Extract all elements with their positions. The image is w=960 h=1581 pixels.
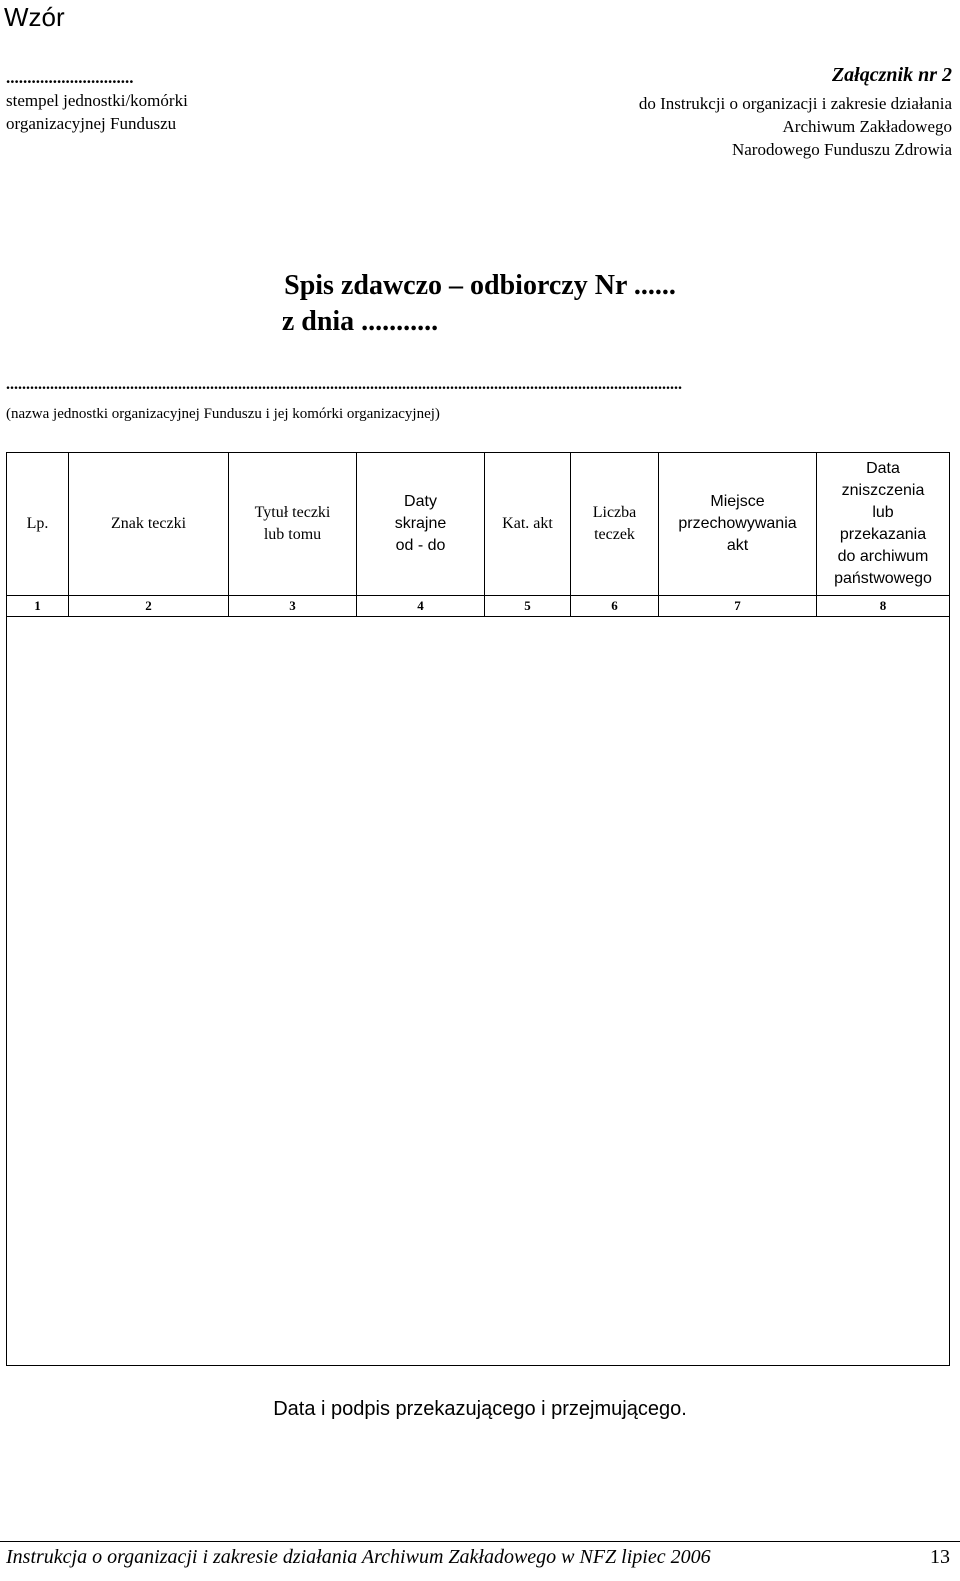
attachment-header — [639, 62, 952, 161]
stamp-label-line1: stempel jednostki/komórki — [6, 91, 188, 110]
unit-name-dots: ......................................................................................................................................................................... — [6, 376, 682, 393]
col-header-liczba: Liczba teczek — [571, 453, 659, 596]
col-number: 3 — [229, 596, 357, 617]
footer-divider — [0, 1541, 960, 1542]
col-header-kat: Kat. akt — [485, 453, 571, 596]
col-number: 7 — [659, 596, 817, 617]
col-header-tytul: Tytuł teczki lub tomu — [229, 453, 357, 596]
inventory-table — [6, 452, 950, 1366]
table-header-row — [7, 453, 950, 596]
empty-entry-area — [7, 617, 950, 1366]
col-number: 5 — [485, 596, 571, 617]
page-number: 13 — [930, 1546, 950, 1568]
attachment-line1: do Instrukcji o organizacji i zakresie działania — [638, 94, 952, 113]
stamp-label-line2: organizacyjnej Funduszu — [6, 114, 177, 133]
attachment-line3: Narodowego Funduszu Zdrowia — [731, 140, 952, 159]
document-date: z dnia ........... — [281, 306, 439, 337]
unit-name-note: (nazwa jednostki organizacyjnej Funduszu i jej komórki organizacyjnej) — [6, 406, 440, 422]
attachment-line2: Archiwum Zakładowego — [782, 117, 952, 136]
stamp-dots: .............................. — [6, 68, 134, 87]
col-header-data-zniszczenia: Data zniszczenia lub przekazania do archiwum państwowego — [817, 453, 950, 596]
document-title: Spis zdawczo – odbiorczy Nr ...... — [284, 270, 676, 301]
col-number: 6 — [571, 596, 659, 617]
col-number: 2 — [69, 596, 229, 617]
attachment-title: Załącznik nr 2 — [831, 64, 952, 86]
col-header-znak: Znak teczki — [69, 453, 229, 596]
page-footer: Instrukcja o organizacji i zakresie działania Archiwum Zakładowego w NFZ lipiec 2006 — [6, 1546, 711, 1568]
col-header-miejsce: Miejsce przechowywania akt — [659, 453, 817, 596]
col-header-lp: Lp. — [7, 453, 69, 596]
empty-body-cell — [7, 617, 950, 1366]
signature-line: Data i podpis przekazującego i przejmującego. — [273, 1398, 687, 1420]
template-label: Wzór — [4, 2, 65, 32]
col-header-daty: Daty skrajne od - do — [357, 453, 485, 596]
column-number-row — [7, 596, 950, 617]
stamp-placeholder — [6, 66, 188, 135]
col-number: 1 — [7, 596, 69, 617]
col-number: 4 — [357, 596, 485, 617]
col-number: 8 — [817, 596, 950, 617]
